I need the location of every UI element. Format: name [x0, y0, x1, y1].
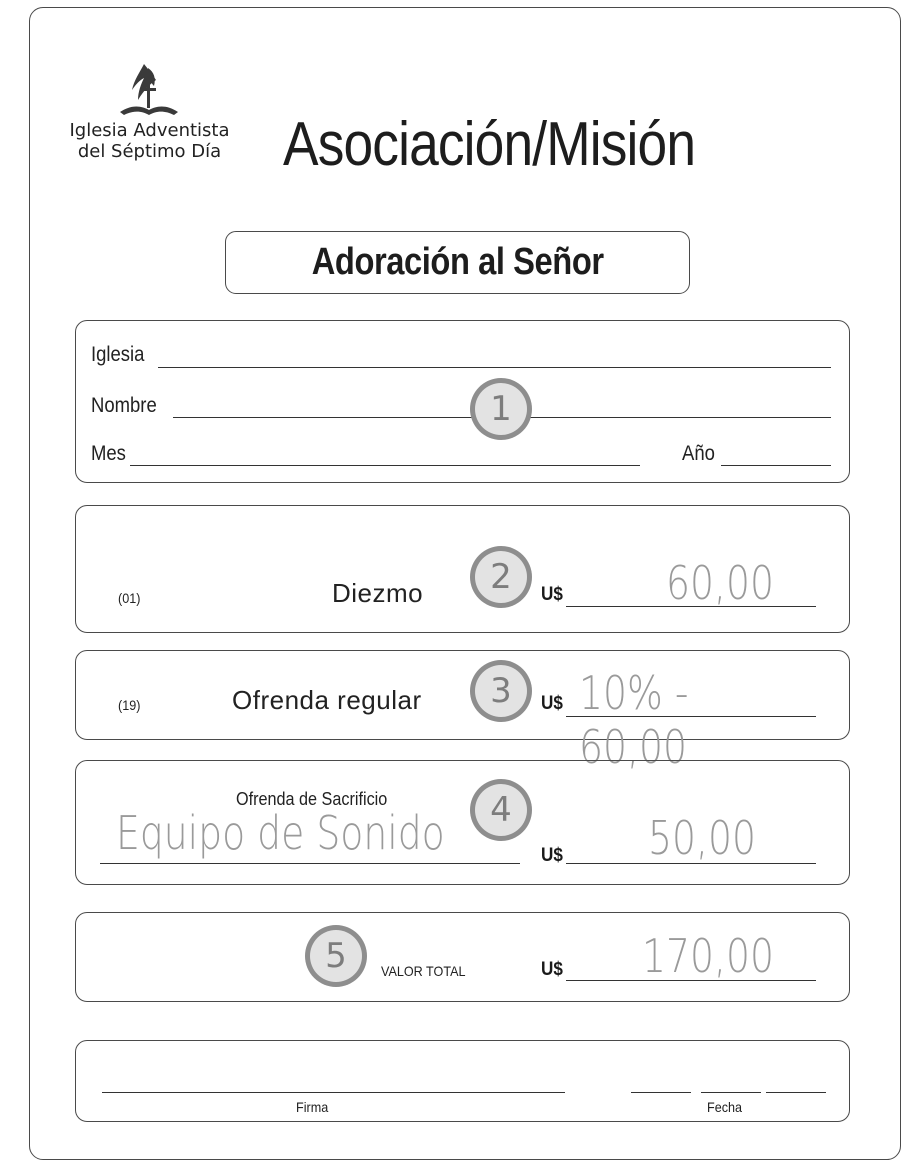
year-label: Año [682, 442, 715, 465]
church-field[interactable] [158, 367, 831, 368]
tithe-label: Diezmo [332, 578, 424, 608]
name-label: Nombre [91, 394, 157, 417]
sacrifice-offering-amount: 50,00 [648, 811, 756, 865]
total-label: VALOR TOTAL [381, 963, 466, 979]
sacrifice-offering-purpose: Equipo de Sonido [116, 806, 445, 860]
sacrifice-offering-currency: U$ [541, 845, 563, 866]
section-signature [75, 1040, 850, 1122]
form-title-box [225, 231, 690, 294]
section-regular-offering [75, 650, 850, 774]
form-title: Adoración al Señor [311, 241, 604, 283]
regular-offering-currency: U$ [541, 693, 563, 714]
total-currency: U$ [541, 959, 563, 980]
date-day-field[interactable] [631, 1092, 691, 1093]
date-label: Fecha [707, 1099, 743, 1115]
regular-offering-amount: 10% - 60,00 [579, 666, 689, 774]
church-logo-icon [114, 60, 184, 120]
month-label: Mes [91, 442, 126, 465]
signature-field[interactable] [102, 1092, 565, 1093]
sacrifice-offering-label: Ofrenda de Sacrificio [236, 789, 388, 809]
logo-line-2: del Séptimo Día [77, 141, 222, 162]
tithe-amount: 60,00 [666, 556, 774, 610]
step-badge-5: 5 [305, 925, 367, 987]
signature-label: Firma [296, 1099, 329, 1115]
section-total [75, 912, 850, 1002]
month-field[interactable] [130, 465, 640, 466]
section-sacrifice-offering [75, 760, 850, 885]
step-badge-2: 2 [470, 546, 532, 608]
step-badge-1: 1 [470, 378, 532, 440]
regular-offering-label: Ofrenda regular [232, 685, 422, 715]
total-amount: 170,00 [642, 929, 774, 983]
header-title: Asociación/Misión [283, 110, 696, 179]
date-month-field[interactable] [701, 1092, 761, 1093]
regular-offering-code: (19) [118, 697, 141, 713]
date-year-field[interactable] [766, 1092, 826, 1093]
step-badge-3: 3 [470, 660, 532, 722]
step-badge-4: 4 [470, 779, 532, 841]
section-tithe [75, 505, 850, 633]
church-label: Iglesia [91, 343, 145, 366]
tithe-currency: U$ [541, 584, 563, 605]
sacrifice-purpose-field[interactable] [100, 863, 520, 864]
logo-line-1: Iglesia Adventista [69, 120, 230, 141]
year-field[interactable] [721, 465, 831, 466]
section-member-info [75, 320, 850, 483]
logo-wordmark [52, 120, 247, 162]
tithe-code: (01) [118, 590, 141, 606]
